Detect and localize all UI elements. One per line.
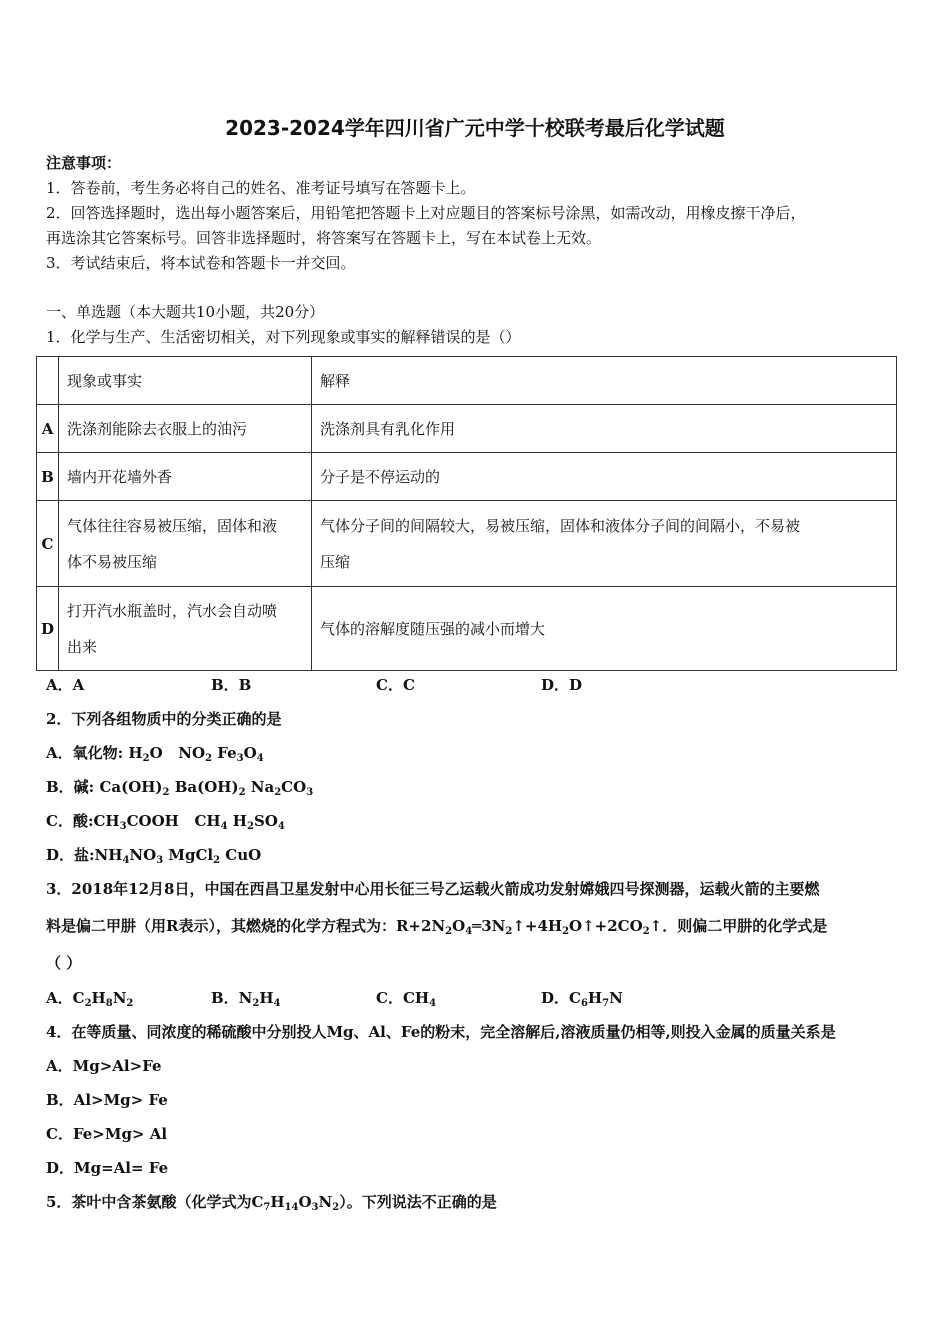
option-label: C．CH (376, 989, 430, 1007)
notice-item: 3．考试结束后，将本试卷和答题卡一并交回。 (46, 254, 356, 272)
option-a: A．A (46, 676, 85, 694)
cell-line: 出来 (67, 637, 98, 656)
table-cell: 气体的溶解度随压强的减小而增大 (312, 587, 897, 671)
notice-item: 2．回答选择题时，选出每小题答案后，用铅笔把答题卡上对应题目的答案标号涂黑，如需改动，用橡皮擦干净后， (46, 204, 806, 222)
table-cell: 洗涤剂能除去衣服上的油污 (59, 405, 312, 453)
notice-heading: 注意事项： (46, 154, 122, 172)
option-label: B．碱: (46, 778, 95, 796)
question-3-line-1: 3．2018年12月8日，中国在西昌卫星发射中心用长征三号乙运载火箭成功发射嫦娥四号探测器，运载火箭的主要燃 (46, 880, 820, 898)
question-1-stem: 1．化学与生产、生活密切相关，对下列现象或事实的解释错误的是（） (46, 328, 521, 346)
question-4-stem: 4．在等质量、同浓度的稀硫酸中分别投人Mg、Al、Fe的粉末，完全溶解后,溶液质量仍相等,则投入金属的质量关系是 (46, 1023, 836, 1041)
question-2-option-d: D．盐$:NH_4NO_3$ MgCl$_2$ CuO (46, 846, 262, 866)
question-4-option-d: D．Mg=Al= Fe (46, 1159, 169, 1177)
question-4-option-b: B．Al>Mg> Fe (46, 1091, 168, 1109)
cell-line: 气体分子间的间隔较大，易被压缩，固体和液体分子间的间隔小，不易被 (320, 516, 801, 535)
row-letter: D (37, 587, 59, 671)
text-fragment: ．则偏二甲肼的化学式是 (662, 917, 828, 935)
option-label: A．氧化物: (46, 744, 124, 762)
row-letter: B (37, 453, 59, 501)
question-4-option-c: C．Fe>Mg> Al (46, 1125, 168, 1143)
table-cell (312, 501, 897, 587)
row-letter: C (37, 501, 59, 587)
question-2-stem: 2．下列各组物质中的分类正确的是 (46, 710, 282, 728)
table-row (37, 501, 897, 587)
table-header-row (37, 357, 897, 405)
row-letter: A (37, 405, 59, 453)
cell-line: 体不易被压缩 (67, 552, 158, 571)
table-cell (59, 587, 312, 671)
question-1-table (36, 356, 897, 671)
cell-line: 打开汽水瓶盖时，汽水会自动喷 (67, 601, 278, 620)
question-2-option-c: C．酸$:CH_3COOH$ $CH_4$ $H_2SO_4$ (46, 812, 285, 832)
option-c: C．C (376, 676, 415, 694)
notice-item: 1．答卷前，考生务必将自己的姓名、准考证号填写在答题卡上。 (46, 179, 476, 197)
option-a: A．$C_2H_8N_2$ (46, 989, 134, 1009)
table-cell: 洗涤剂具有乳化作用 (312, 405, 897, 453)
page-title: 2023-2024学年四川省广元中学十校联考最后化学试题 (225, 116, 725, 140)
text-fragment: 料是偏二甲肼（用R表示），其燃烧的化学方程式为：R+2N (46, 917, 446, 935)
table-row (37, 405, 897, 453)
option-label: B．N (211, 989, 253, 1007)
notice-item: 再选涂其它答案标号。回答非选择题时，将答案写在答题卡上，写在本试卷上无效。 (46, 229, 602, 247)
table-header: 解释 (312, 357, 897, 405)
question-2-option-a: A．氧化物: $H_2O$ $NO_2$ $Fe_3O_4$ (46, 744, 264, 764)
text-fragment: ）。下列说法不正确的是 (339, 1193, 497, 1211)
option-d: D．D (541, 676, 583, 694)
cell-line: 压缩 (320, 552, 351, 571)
option-label: D．盐: (46, 846, 95, 864)
option-label: D．C (541, 989, 581, 1007)
text-fragment: 5．茶叶中含茶氨酸（化学式为C (46, 1193, 264, 1211)
option-d: D．$C_6H_7N$ (541, 989, 623, 1009)
table-cell: 分子是不停运动的 (312, 453, 897, 501)
table-cell (59, 501, 312, 587)
section-heading: 一、单选题（本大题共10小题，共20分） (46, 303, 325, 321)
option-b: B．$N_2H_4$ (211, 989, 281, 1009)
option-label: C．酸: (46, 812, 94, 830)
table-cell: 墙内开花墙外香 (59, 453, 312, 501)
cell-line: 气体往往容易被压缩，固体和液 (67, 516, 278, 535)
question-3-line-2: 料是偏二甲肼（用R表示），其燃烧的化学方程式为：$R+2N_2O_4═3N_2↑+4H_2O↑+2CO_2↑$．则偏二甲肼的化学式是 (46, 917, 828, 937)
question-5-stem: 5．茶叶中含茶氨酸（化学式为$C_7H_{14}O_3N_2$）。下列说法不正确的是 (46, 1193, 497, 1213)
question-4-option-a: A．Mg>Al>Fe (46, 1057, 162, 1075)
table-cell (37, 357, 59, 405)
table-header: 现象或事实 (59, 357, 312, 405)
question-3-line-3: （ ） (46, 954, 82, 972)
table-row (37, 587, 897, 671)
question-2-option-b: B．碱: $Ca(OH)_2$ $Ba(OH)_2$ $Na_2CO_3$ (46, 778, 314, 798)
option-b: B．B (211, 676, 252, 694)
table-row (37, 453, 897, 501)
option-label: A．C (46, 989, 85, 1007)
option-c: C．$CH_4$ (376, 989, 437, 1009)
